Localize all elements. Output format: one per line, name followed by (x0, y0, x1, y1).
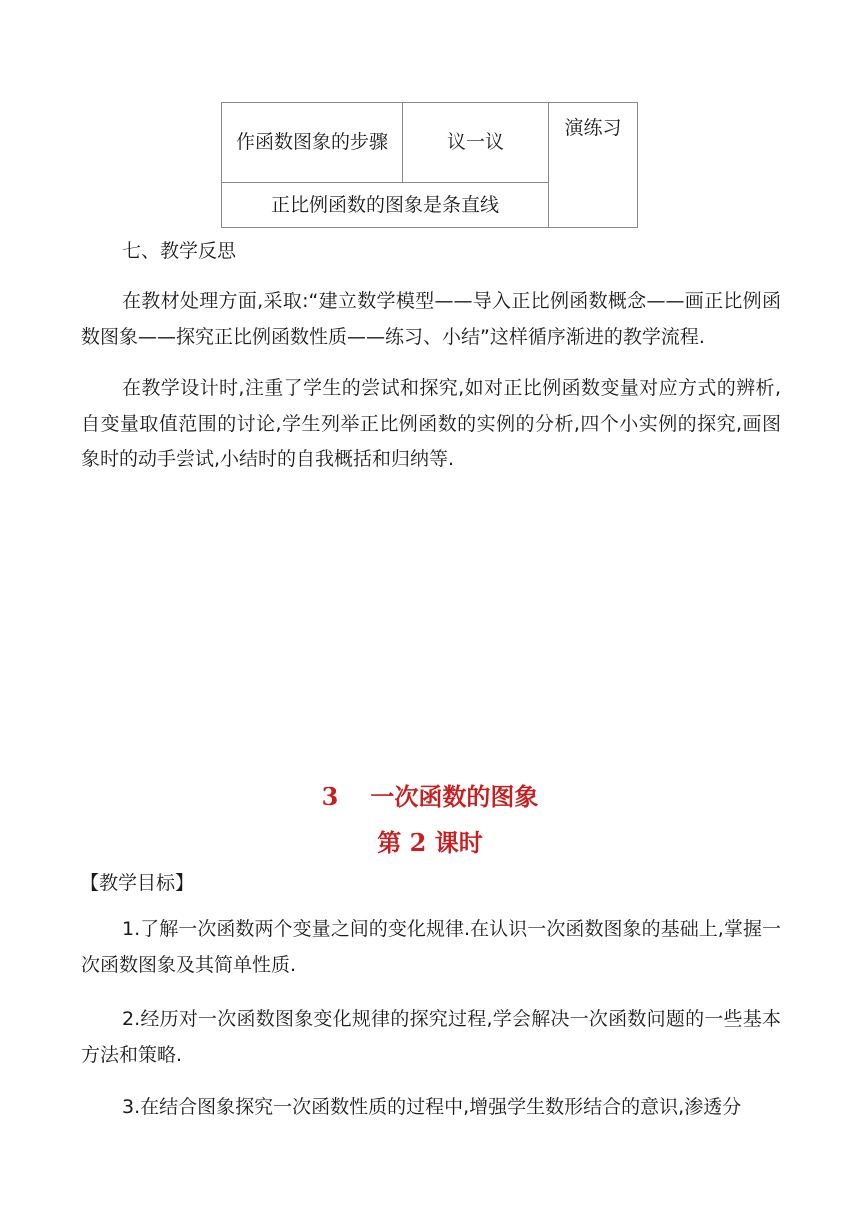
reflection-paragraph-2: 在教学设计时,注重了学生的尝试和探究,如对正比例函数变量对应方式的辨析,自变量取值范围的讨论,学生列举正比例函数的实例的分析,四个小实例的探究,画图象时的动手尝试,小结时的自我概括和归纳等. (81, 377, 781, 470)
reflection-paragraph-1: 在教材处理方面,采取:“建立数学模型——导入正比例函数概念——画正比例函数图象——探究正比例函数性质——练习、小结”这样循序渐进的教学流程. (81, 290, 781, 348)
lesson-title-text: 一次函数的图象 (370, 782, 539, 811)
objectives-heading: 【教学目标】 (80, 872, 195, 894)
table-cell-practice: 演练习 (549, 103, 638, 228)
objective-item-1: 1.了解一次函数两个变量之间的变化规律.在认识一次函数图象的基础上,掌握一次函数图象及其简单性质. (81, 918, 781, 976)
table-cell-discuss: 议一议 (403, 103, 549, 183)
summary-table (221, 102, 638, 228)
lesson-number: 3 (321, 782, 339, 811)
reflection-heading: 七、教学反思 (122, 240, 237, 262)
table-cell-steps: 作函数图象的步骤 (222, 103, 403, 183)
table-cell-conclusion: 正比例函数的图象是条直线 (222, 183, 549, 228)
objective-item-3: 3.在结合图象探究一次函数性质的过程中,增强学生数形结合的意识,渗透分 (122, 1096, 742, 1118)
lesson-subtitle: 第 2 课时 (377, 828, 483, 857)
objective-item-2: 2.经历对一次函数图象变化规律的探究过程,学会解决一次函数问题的一些基本方法和策略. (81, 1008, 781, 1066)
lesson-title (0, 777, 860, 812)
